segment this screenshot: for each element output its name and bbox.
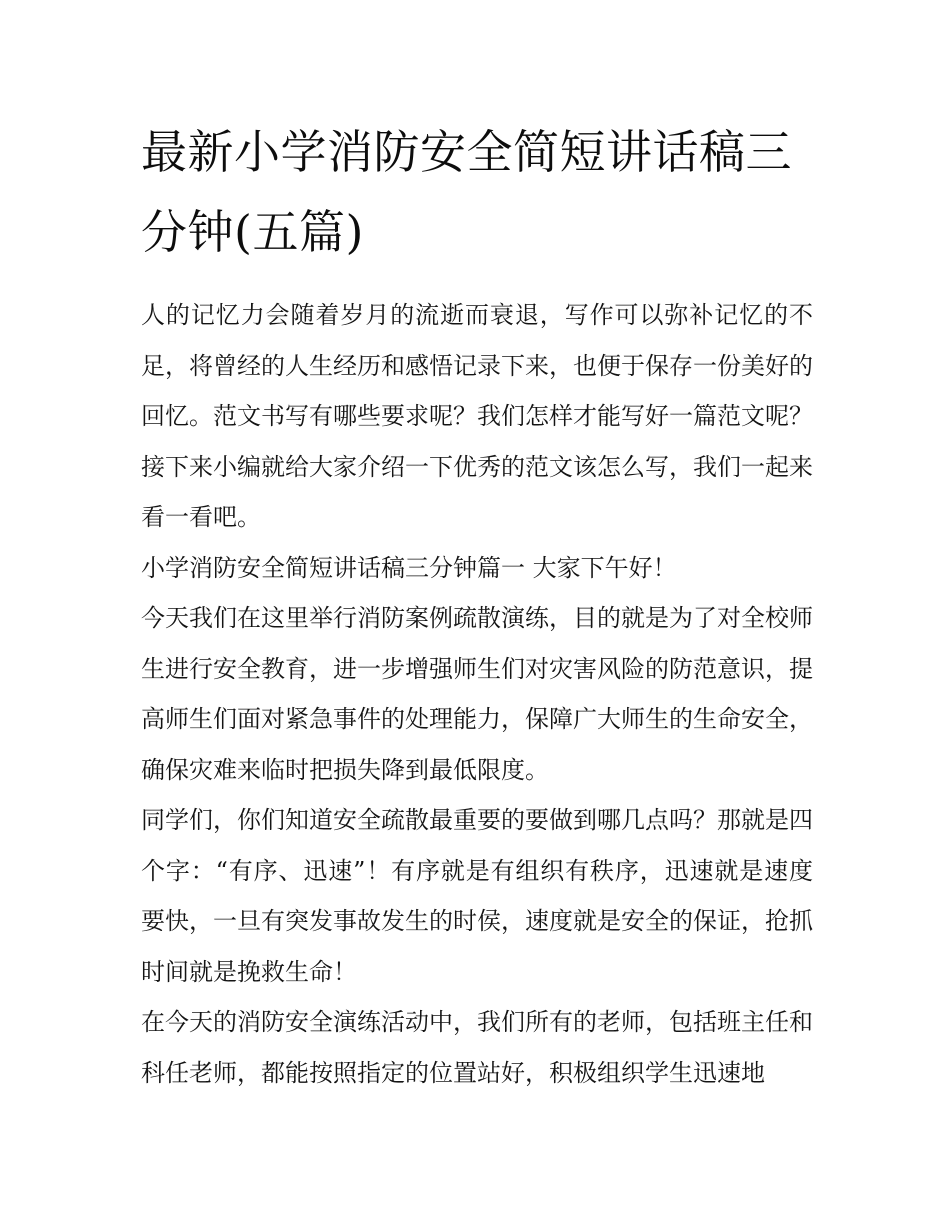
paragraph-drill-purpose: 今天我们在这里举行消防案例疏散演练，目的就是为了对全校师生进行安全教育，进一步增强师生们对灾害风险的防范意识，提高师生们面对紧急事件的处理能力，保障广大师生的生命安全，确保灾难来临时把损失降到最低限度。 [141,604,813,784]
document-title: 最新小学消防安全简短讲话稿三分钟(五篇) [141,125,792,259]
paragraph-section-heading: 小学消防安全简短讲话稿三分钟篇一 大家下午好！ [141,553,677,582]
document-content [141,112,813,1098]
paragraph-evacuation-keys: 同学们，你们知道安全疏散最重要的要做到哪几点吗？那就是四个字：“有序、迅速”！有序就是有组织有秩序，迅速就是速度要快，一旦有突发事故发生的时侯，速度就是安全的保证，抢抓时间就是挽救生命！ [141,806,813,986]
paragraph-teachers: 在今天的消防安全演练活动中，我们所有的老师，包括班主任和科任老师，都能按照指定的位置站好，积极组织学生迅速地 [141,1008,813,1087]
paragraph-intro: 人的记忆力会随着岁月的流逝而衰退，写作可以弥补记忆的不足，将曾经的人生经历和感悟记录下来，也便于保存一份美好的回忆。范文书写有哪些要求呢？我们怎样才能写好一篇范文呢？接下来小编就给大家介绍一下优秀的范文该怎么写，我们一起来看一看吧。 [141,301,813,531]
